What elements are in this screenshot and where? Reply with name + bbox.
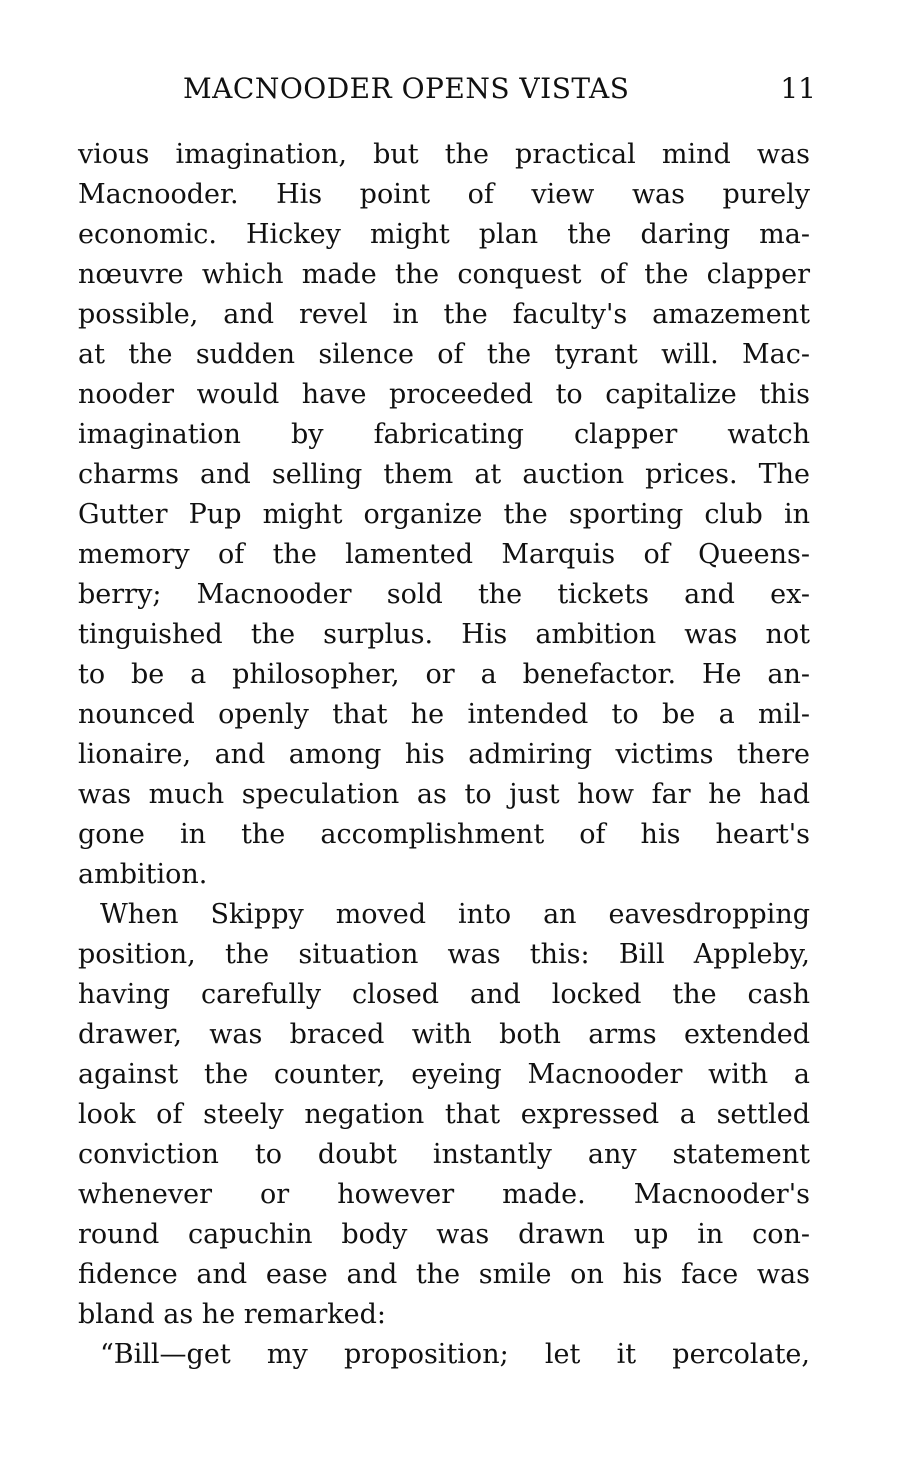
text-line: fidence and ease and the smile on his face was bbox=[78, 1259, 810, 1290]
text-line: against the counter, eyeing Macnooder with a bbox=[78, 1059, 810, 1090]
text-line: round capuchin body was drawn up in con- bbox=[78, 1219, 810, 1250]
text-line: Gutter Pup might organize the sporting club in bbox=[78, 499, 810, 530]
running-title: MACNOODER OPENS VISTAS bbox=[183, 72, 630, 105]
page-number: 11 bbox=[780, 72, 816, 105]
running-header bbox=[78, 72, 818, 112]
text-line: Macnooder. His point of view was purely bbox=[78, 179, 810, 210]
text-line: nooder would have proceeded to capitalize this bbox=[78, 379, 810, 410]
text-line: berry; Macnooder sold the tickets and ex- bbox=[78, 579, 810, 610]
text-line: having carefully closed and locked the cash bbox=[78, 979, 810, 1010]
text-line: look of steely negation that expressed a settled bbox=[78, 1099, 810, 1130]
text-line: tinguished the surplus. His ambition was not bbox=[78, 619, 810, 650]
paragraph-end-line: bland as he remarked: bbox=[78, 1299, 386, 1330]
text-line: was much speculation as to just how far he had bbox=[78, 779, 810, 810]
paragraph-start-line: “Bill—get my proposition; let it percolate, bbox=[100, 1339, 810, 1370]
text-line: economic. Hickey might plan the daring ma- bbox=[78, 219, 810, 250]
body-text bbox=[78, 135, 810, 1375]
text-line: vious imagination, but the practical mind was bbox=[78, 139, 810, 170]
text-line: possible, and revel in the faculty's amazement bbox=[78, 299, 810, 330]
text-line: to be a philosopher, or a benefactor. He an- bbox=[78, 659, 810, 690]
text-line: position, the situation was this: Bill Appleby, bbox=[78, 939, 810, 970]
text-line: nounced openly that he intended to be a mil- bbox=[78, 699, 810, 730]
text-line: gone in the accomplishment of his heart's bbox=[78, 819, 810, 850]
paragraph-start-line: When Skippy moved into an eavesdropping bbox=[100, 899, 810, 930]
text-line: conviction to doubt instantly any statement bbox=[78, 1139, 810, 1170]
text-line: lionaire, and among his admiring victims there bbox=[78, 739, 810, 770]
text-line: imagination by fabricating clapper watch bbox=[78, 419, 810, 450]
text-line: memory of the lamented Marquis of Queens- bbox=[78, 539, 810, 570]
text-line: nœuvre which made the conquest of the clapper bbox=[78, 259, 810, 290]
paragraph-end-line: ambition. bbox=[78, 859, 208, 890]
text-line: charms and selling them at auction prices. The bbox=[78, 459, 810, 490]
text-line: drawer, was braced with both arms extended bbox=[78, 1019, 810, 1050]
text-line: whenever or however made. Macnooder's bbox=[78, 1179, 810, 1210]
text-line: at the sudden silence of the tyrant will. Mac- bbox=[78, 339, 810, 370]
